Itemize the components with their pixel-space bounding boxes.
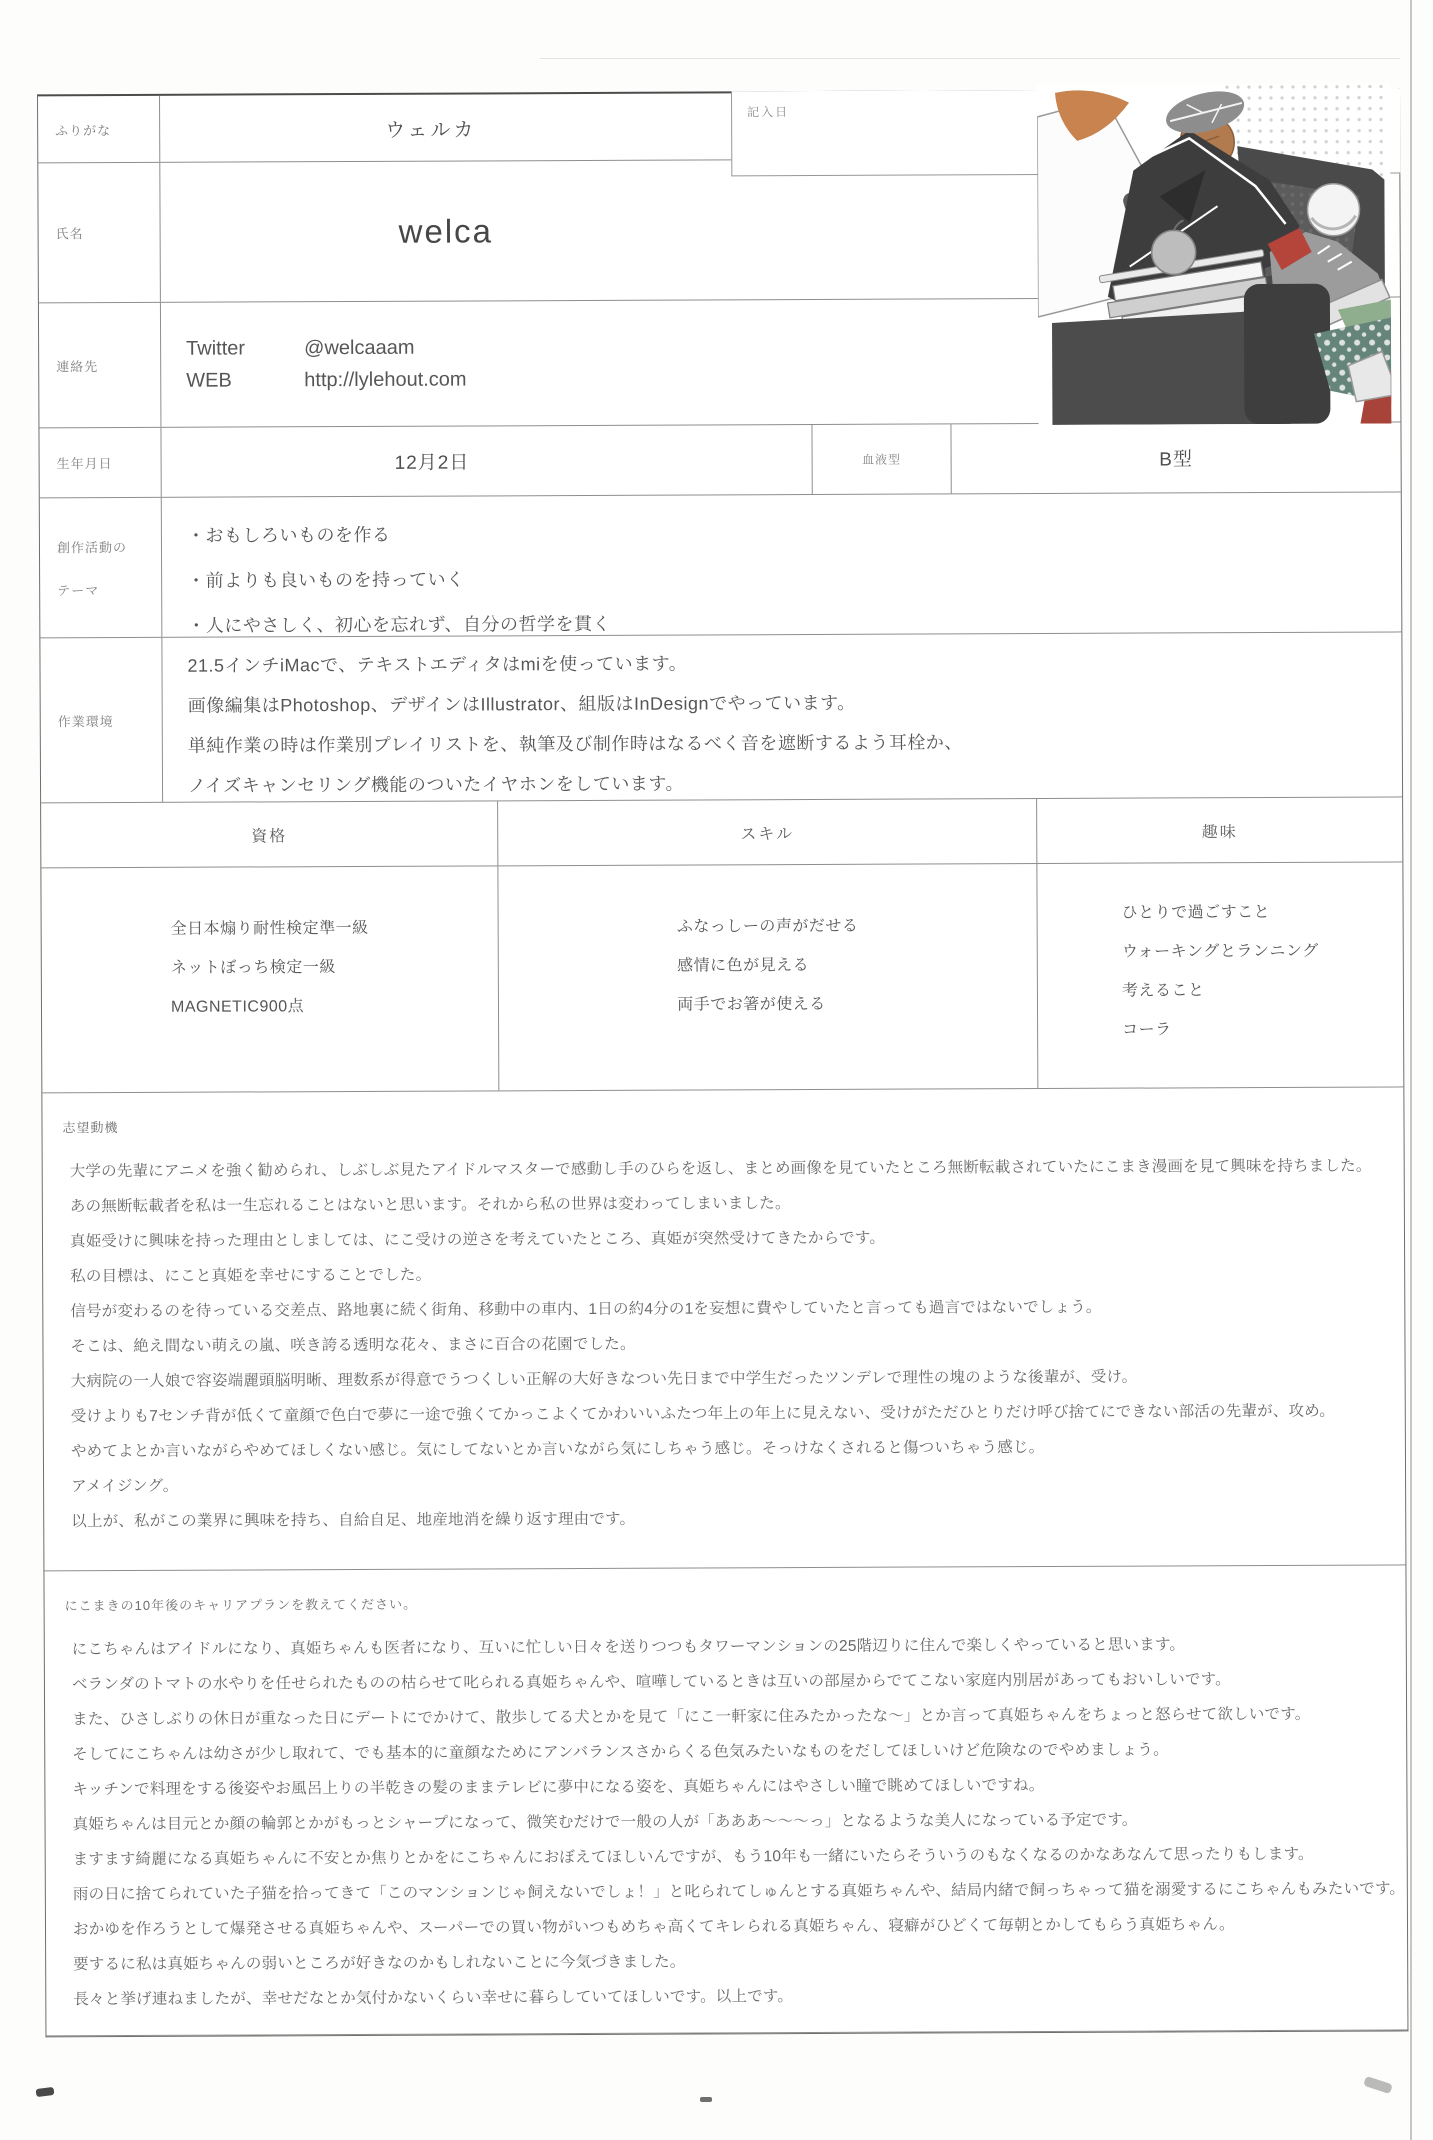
motivation-lines xyxy=(70,1148,1406,1539)
hobby-item: ひとりで過ごすこと xyxy=(1121,904,1271,922)
qualifications-header: 資格 xyxy=(41,801,498,867)
theme-item: ・人にやさしく、初心を忘れず、自分の哲学を貫く xyxy=(187,613,612,636)
environment-line: 21.5インチiMacで、テキストエディタはmiを使っています。 xyxy=(187,653,688,676)
theme-item: ・おもしろいものを作る xyxy=(186,524,391,546)
motivation-line: 真姫受けに興味を持った理由としましては、にこ受けの逆さを考えていたところ、真姫が突然受けてきたからです。 xyxy=(69,1229,886,1251)
entry-date-label: 記入日 xyxy=(747,105,790,120)
career-plan-line: そしてにこちゃんは幼さが少し取れて、でも基本的に童顔なためにアンバランスさからくる色気みたいなものをだしてほしいけど危険なのでやめましょう。 xyxy=(72,1741,1169,1764)
hobby-item: ウォーキングとランニング xyxy=(1121,942,1319,961)
environment-label: 作業環境 xyxy=(40,638,163,803)
career-plan-line: ベランダのトマトの水やりを任せられたものの枯らせて叱られる真姫ちゃんや、喧嘩しているときは互いの部屋からでてこない家庭内別居があってもおいしいです。 xyxy=(71,1671,1231,1694)
theme-item: ・前よりも良いものを持っていく xyxy=(187,569,465,591)
contact-handle: @welcaaam xyxy=(304,336,415,359)
environment-line: 単純作業の時は作業別プレイリストを、執筆及び制作時はなるべく音を遮断するよう耳栓か、 xyxy=(187,732,963,756)
hobbies-column xyxy=(1037,862,1403,1088)
motivation-line: 以上が、私がこの業界に興味を持ち、自給自足、地産地消を繰り返す理由です。 xyxy=(71,1510,636,1531)
environment-row xyxy=(40,632,1402,803)
theme-row xyxy=(40,492,1402,638)
name-label: 氏名 xyxy=(38,163,161,303)
qualification-content-row xyxy=(41,862,1403,1093)
hobby-item: 考えること xyxy=(1121,982,1205,1000)
furigana-value: ウェルカ xyxy=(385,118,477,142)
skill-item: ふなっしーの声がだせる xyxy=(676,917,859,936)
career-plan-line: 要するに私は真姫ちゃんの弱いところが好きなのかもしれないことに今気づきました。 xyxy=(73,1953,686,1974)
scan-mark xyxy=(36,2087,55,2097)
career-plan-lines xyxy=(72,1626,1408,2017)
skills-header: スキル xyxy=(498,799,1037,865)
hobby-item: コーラ xyxy=(1122,1021,1172,1039)
motivation-line: 私の目標は、にこと真姫を幸せにすることでした。 xyxy=(70,1266,432,1286)
furigana-label: ふりがな xyxy=(38,96,160,163)
career-plan-line: キッチンで料理をする後姿やお風呂上りの半乾きの髪のままテレビに夢中になる姿を、真姫ちゃんにはやさしい瞳で眺めてほしいですね。 xyxy=(72,1776,1045,1799)
contact-label: 連絡先 xyxy=(39,303,162,428)
motivation-line: 信号が変わるのを待っている交差点、路地裏に続く街角、移動中の車内、1日の約4分の1を妄想に費やしていたと言っても過言ではないでしょう。 xyxy=(70,1298,1102,1321)
scan-mark xyxy=(1363,2076,1393,2094)
sofa-armrest xyxy=(1244,284,1331,424)
theme-items xyxy=(162,492,1402,636)
motivation-line: 大病院の一人娘で容姿端麗頭脳明晰、理数系が得意でうつくしい正解の大好きなつい先日まで中学生だったツンデレで理性の塊のような後輩が、受け。 xyxy=(70,1368,1138,1391)
birthday-value: 12月2日 xyxy=(394,452,470,474)
skill-item: 両手でお箸が使える xyxy=(677,995,826,1014)
career-plan-line: ますます綺麗になる真姫ちゃんに不安とか焦りとかをにこちゃんにおぼえてほしいんですが、もう10年も一緒にいたらそういうのもなくなるのかなあなんて思ったりもします。 xyxy=(72,1845,1314,1869)
hobbies-header: 趣味 xyxy=(1201,823,1238,841)
scan-mark xyxy=(700,2097,712,2102)
blood-type-value: B型 xyxy=(1159,449,1194,471)
motivation-header: 志望動機 xyxy=(62,1120,119,1136)
contact-twitter xyxy=(186,336,414,360)
contact-service: WEB xyxy=(186,369,232,392)
environment-lines xyxy=(162,632,1402,801)
career-plan-line: 真姫ちゃんは目元とか顔の輪郭とかがもっとシャープになって、微笑むだけで一般の人が「あああ〜〜〜っ」となるような美人になっている予定です。 xyxy=(72,1811,1138,1834)
contact-web xyxy=(186,368,466,392)
name-value: welca xyxy=(398,211,494,250)
motivation-line: あの無断転載者を私は一生忘れることはないと思います。それから私の世界は変わってしまいました。 xyxy=(69,1195,791,1216)
apple xyxy=(1152,230,1196,274)
motivation-line: 受けよりも7センチ背が低くて童顔で色白で夢に一途で強くてかっこよくてかわいいふたつ年上の年上に見えない、受けがただひとりだけ呼び捨てにできない部活の先輩が、攻め。 xyxy=(70,1402,1336,1426)
contact-service: Twitter xyxy=(186,336,246,360)
career-plan-header: にこまきの10年後のキャリアプランを教えてください。 xyxy=(64,1596,418,1614)
contact-url: http://lylehout.com xyxy=(304,368,467,391)
motivation-line: 大学の先輩にアニメを強く勧められ、しぶしぶ見たアイドルマスターで感動し手のひらを返し、まとめ画像を見ていたところ無断転載されていたにこまき漫画を見て興味を持ちました。 xyxy=(69,1157,1372,1181)
person-on-sofa-graphic xyxy=(1037,83,1391,425)
sofa-illustration xyxy=(1037,83,1391,425)
scan-edge-line xyxy=(1410,0,1412,2140)
scan-artifact-line xyxy=(540,58,1400,59)
environment-line: ノイズキャンセリング機能のついたイヤホンをしています。 xyxy=(187,773,684,796)
skills-column xyxy=(498,864,1038,1090)
motivation-section xyxy=(42,1087,1405,1571)
career-plan-line: 長々と挙げ連ねましたが、幸せだなとか気付かないくらい幸せに暮らしていてほしいです。以上です。 xyxy=(73,1988,794,2009)
qualifications-column xyxy=(41,866,499,1092)
skill-item: 感情に色が見える xyxy=(677,957,810,975)
qualification-item: ネットぼっち検定一級 xyxy=(170,959,336,977)
profile-form-table xyxy=(37,88,1408,2037)
career-plan-section xyxy=(44,1565,1407,2036)
environment-line: 画像編集はPhotoshop、デザインはIllustrator、組版はInDesignでやっています。 xyxy=(187,692,856,716)
motivation-line: アメイジング。 xyxy=(71,1477,179,1496)
career-plan-line: おかゆを作ろうとして爆発させる真姫ちゃんや、スーパーでの買い物がいつもめちゃ高くてキレられる真姫ちゃん、寝癖がひどくて毎朝とかしてもらう真姫ちゃん。 xyxy=(72,1916,1235,1939)
theme-label: 創作活動の テーマ xyxy=(40,498,163,638)
qualification-header-row xyxy=(41,797,1402,868)
qualification-item: MAGNETIC900点 xyxy=(170,998,305,1016)
blood-type-label: 血液型 xyxy=(811,424,951,494)
qualification-item: 全日本煽り耐性検定準一級 xyxy=(170,919,369,938)
motivation-line: そこは、絶え間ない萌えの嵐、咲き誇る透明な花々、まさに百合の花園でした。 xyxy=(70,1335,636,1356)
career-plan-line: 雨の日に捨てられていた子猫を拾ってきて「このマンションじゃ飼えないでしょ！」と叱られてしゅんとする真姫ちゃんや、結局内緒で飼っちゃって猫を溺愛するにこちゃんもみたいです。 xyxy=(72,1880,1406,1904)
career-plan-line: また、ひさしぶりの休日が重なった日にデートにでかけて、散歩してる犬とかを見て「にこ一軒家に住みたかったな〜」とか言って真姫ちゃんをちょっと怒らせて欲しいです。 xyxy=(72,1705,1311,1729)
birthday-label: 生年月日 xyxy=(39,428,161,498)
birthday-row xyxy=(39,422,1400,498)
career-plan-line: にこちゃんはアイドルになり、真姫ちゃんも医者になり、互いに忙しい日々を送りつつもタワーマンションの25階辺りに住んで楽しくやっていると思います。 xyxy=(71,1636,1186,1659)
motivation-line: やめてよとか言いながらやめてほしくない感じ。気にしてないとか言いながら気にしちゃう感じ。そっけなくされると傷ついちゃう感じ。 xyxy=(70,1438,1045,1461)
